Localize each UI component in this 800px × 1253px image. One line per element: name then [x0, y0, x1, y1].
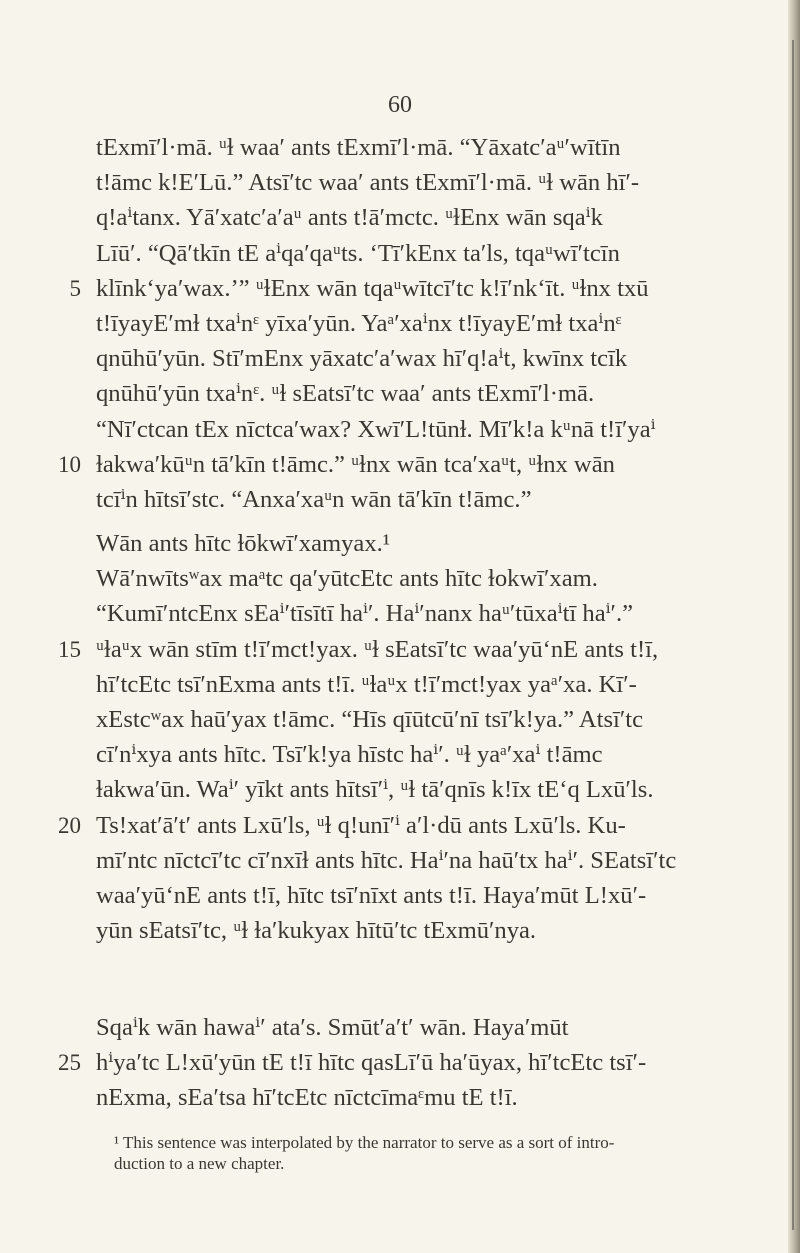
- line-text: nExma, sEa′tsa hī′tcEtc nīctcīmaᵋmu tE t!ī.: [96, 1084, 518, 1112]
- paragraph-1: [58, 130, 736, 517]
- text-line: [96, 482, 736, 517]
- text-line: [58, 632, 736, 667]
- line-text: ᵘɫaᵘx wān stīm t!ī′mct!yax. ᵘɫ sEatsī′tc waa′yū‘nE ants t!ī,: [96, 635, 659, 663]
- line-text: tExmī′l·mā. ᵘɫ waa′ ants tExmī′l·mā. “Yāxatc′aᵘ′wītīn: [96, 134, 621, 161]
- text-line: [96, 200, 736, 235]
- text-line: [96, 526, 736, 561]
- text-line: [58, 808, 736, 843]
- line-text: xEstcʷax haū′yax t!āmc. “Hīs qīūtcū′nī tsī′k!ya.” Atsī′tc: [96, 705, 644, 733]
- line-text: yūn sEatsī′tc, ᵘɫ ɫa′kukyax hītū′tc tExmū′nya.: [96, 917, 537, 945]
- page-number: 60: [388, 92, 412, 118]
- text-line: [96, 1010, 736, 1045]
- text-line: [96, 878, 736, 913]
- line-text: ɫakwa′ūn. Waⁱ′ yīkt ants hītsī′ⁱ, ᵘɫ tā′qnīs k!īx tE‘q Lxū′ls.: [96, 776, 654, 804]
- text-line: [96, 130, 736, 165]
- text-line: [69, 271, 736, 306]
- line-text: qnūhū′yūn txaⁱnᵋ. ᵘɫ sEatsī′tc waa′ ants tExmī′l·mā.: [96, 380, 595, 408]
- line-text: qnūhū′yūn. Stī′mEnx yāxatc′a′wax hī′q!aⁱt, kwīnx tcīk: [96, 345, 628, 373]
- text-line: [96, 236, 736, 271]
- line-text: “Nī′ctcan tEx nīctca′wax? Xwī′L!tūnɫ. Mī′k!a kᵘnā t!ī′yaⁱ: [96, 415, 656, 443]
- page-edge-shadow: [788, 0, 800, 1253]
- line-text: q!aⁱtanx. Yā′xatc′a′aᵘ ants t!ā′mctc. ᵘɫEnx wān sqaⁱk: [96, 204, 603, 232]
- footnote-line: duction to a new chapter.: [114, 1154, 285, 1173]
- text-line: [96, 702, 736, 737]
- line-text: mī′ntc nīctcī′tc cī′nxīɫ ants hītc. Haⁱ′na haū′tx haⁱ′. SEatsī′tc: [96, 846, 677, 874]
- text-line: [58, 1045, 736, 1080]
- line-text: tcīⁱn hītsī′stc. “Anxa′xaᵘn wān tā′kīn t!āmc.”: [96, 485, 532, 513]
- line-text: Sqaⁱk wān hawaⁱ′ ata′s. Smūt′a′t′ wān. Haya′mūt: [96, 1014, 569, 1041]
- line-number: 15: [58, 636, 81, 662]
- line-text: cī′nⁱxya ants hītc. Tsī′k!ya hīstc haⁱ′. ᵘɫ yaᵃ′xaⁱ t!āmc: [96, 741, 603, 769]
- text-line: [96, 1080, 736, 1115]
- text-line: [96, 843, 736, 878]
- line-text: Wā′nwītsʷax maᵃtc qa′yūtcEtc ants hītc ɫokwī′xam.: [96, 565, 598, 593]
- footnote-line: ¹ This sentence was interpolated by the narrator to serve as a sort of intro-: [114, 1133, 615, 1152]
- paragraph-3: [58, 1010, 736, 1116]
- paragraph-2: [58, 526, 736, 948]
- line-number: 5: [69, 275, 81, 301]
- text-line: [96, 596, 736, 631]
- line-text: Wān ants hītc ɫōkwī′xamyax.¹: [96, 530, 391, 557]
- text-line: [96, 772, 736, 807]
- text-line: [96, 561, 736, 596]
- footnote: [114, 1132, 736, 1174]
- line-text: klīnk‘ya′wax.’” ᵘɫEnx wān tqaᵘwītcī′tc k!ī′nk‘īt. ᵘɫnx txū: [96, 274, 649, 302]
- line-text: Ts!xat′ā′t′ ants Lxū′ls, ᵘɫ q!unī′ⁱ a′l·dū ants Lxū′ls. Ku-: [96, 811, 626, 839]
- line-number: 20: [58, 812, 81, 838]
- line-text: ɫakwa′kūᵘn tā′kīn t!āmc.” ᵘɫnx wān tca′xaᵘt, ᵘɫnx wān: [96, 450, 615, 478]
- text-line: [96, 376, 736, 411]
- text-line: [96, 306, 736, 341]
- line-number: 10: [58, 451, 81, 477]
- text-line: [96, 412, 736, 447]
- binding-edge-line: [792, 40, 794, 1230]
- line-text: hⁱya′tc L!xū′yūn tE t!ī hītc qasLī′ū ha′ūyax, hī′tcEtc tsī′-: [96, 1049, 647, 1077]
- line-text: t!īyayE′mɫ txaⁱnᵋ yīxa′yūn. Yaᵃ′xaⁱnx t!īyayE′mɫ txaⁱnᵋ: [96, 309, 622, 337]
- line-text: “Kumī′ntcEnx sEaⁱ′tīsītī haⁱ′. Haⁱ′nanx haᵘ′tūxaⁱtī haⁱ′.”: [96, 600, 634, 628]
- line-text: hī′tcEtc tsī′nExma ants t!ī. ᵘɫaᵘx t!ī′mct!yax yaᵃ′xa. Kī′-: [96, 670, 637, 698]
- text-line: [96, 341, 736, 376]
- text-line: [96, 913, 736, 948]
- text-line: [96, 667, 736, 702]
- text-line: [96, 165, 736, 200]
- line-number: 25: [58, 1050, 81, 1076]
- text-line: [58, 447, 736, 482]
- line-text: t!āmc k!E′Lū.” Atsī′tc waa′ ants tExmī′l·mā. ᵘɫ wān hī′-: [96, 169, 640, 197]
- line-text: Līū′. “Qā′tkīn tE aⁱqa′qaᵘts. ‘Tī′kEnx ta′ls, tqaᵘwī′tcīn: [96, 239, 620, 267]
- text-line: [96, 737, 736, 772]
- line-text: waa′yū‘nE ants t!ī, hītc tsī′nīxt ants t!ī. Haya′mūt L!xū′-: [96, 881, 647, 909]
